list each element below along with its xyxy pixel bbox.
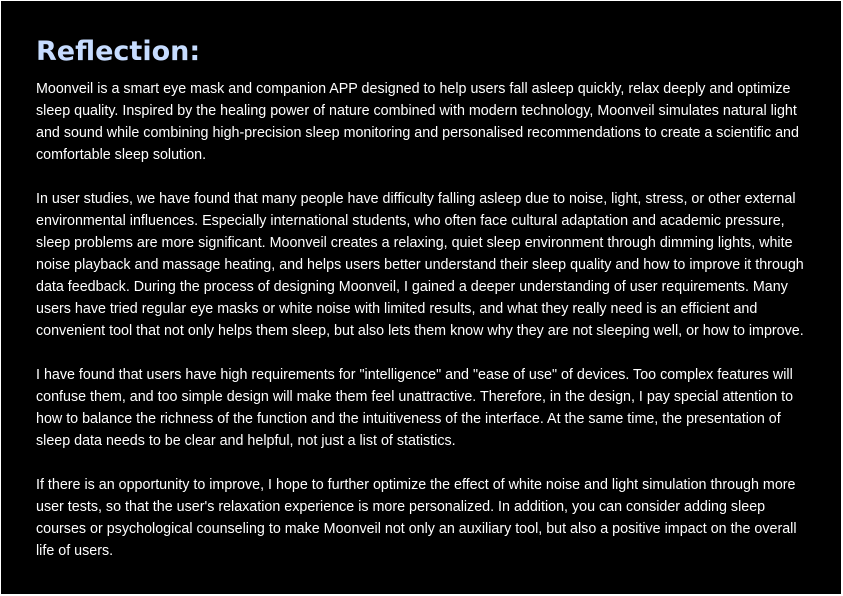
page-title: Reflection: [36,36,201,67]
reflection-body [36,78,812,562]
reflection-page [1,1,841,594]
paragraph-user-studies: In user studies, we have found that many people have difficulty falling asleep due to noise, light, stress, or other external environmental influences. Especially international students, who often face cultural adaptation and academic pressure, sleep problems are more significant. Moonveil creates a relaxing, quiet sleep environment through dimming lights, white noise playback and massage heating, and helps users better understand their sleep quality and how to improve it through data feedback. During the process of designing Moonveil, I gained a deeper understanding of user requirements. Many users have tried regular eye masks or white noise with limited results, and what they really need is an efficient and convenient tool that not only helps them sleep, but also lets them know why they are not sleeping well, or how to improve. [36,191,804,339]
paragraph-requirements: I have found that users have high requirements for "intelligence" and "ease of use" of devices. Too complex features will confuse them, and too simple design will make them feel unattractive. Therefore, in the design, I pay special attention to how to balance the richness of the function and the intuitiveness of the interface. At the same time, the presentation of sleep data needs to be clear and helpful, not just a list of statistics. [36,367,794,449]
paragraph-intro: Moonveil is a smart eye mask and companion APP designed to help users fall asleep quickly, relax deeply and optimize sleep quality. Inspired by the healing power of nature combined with modern technology, Moonveil simulates natural light and sound while combining high-precision sleep monitoring and personalised recommendations to create a scientific and comfortable sleep solution. [36,81,799,163]
paragraph-improvements: If there is an opportunity to improve, I hope to further optimize the effect of white noise and light simulation through more user tests, so that the user's relaxation experience is more personalized. In addition, you can consider adding sleep courses or psychological counseling to make Moonveil not only an auxiliary tool, but also a positive impact on the overall life of users. [36,477,797,559]
